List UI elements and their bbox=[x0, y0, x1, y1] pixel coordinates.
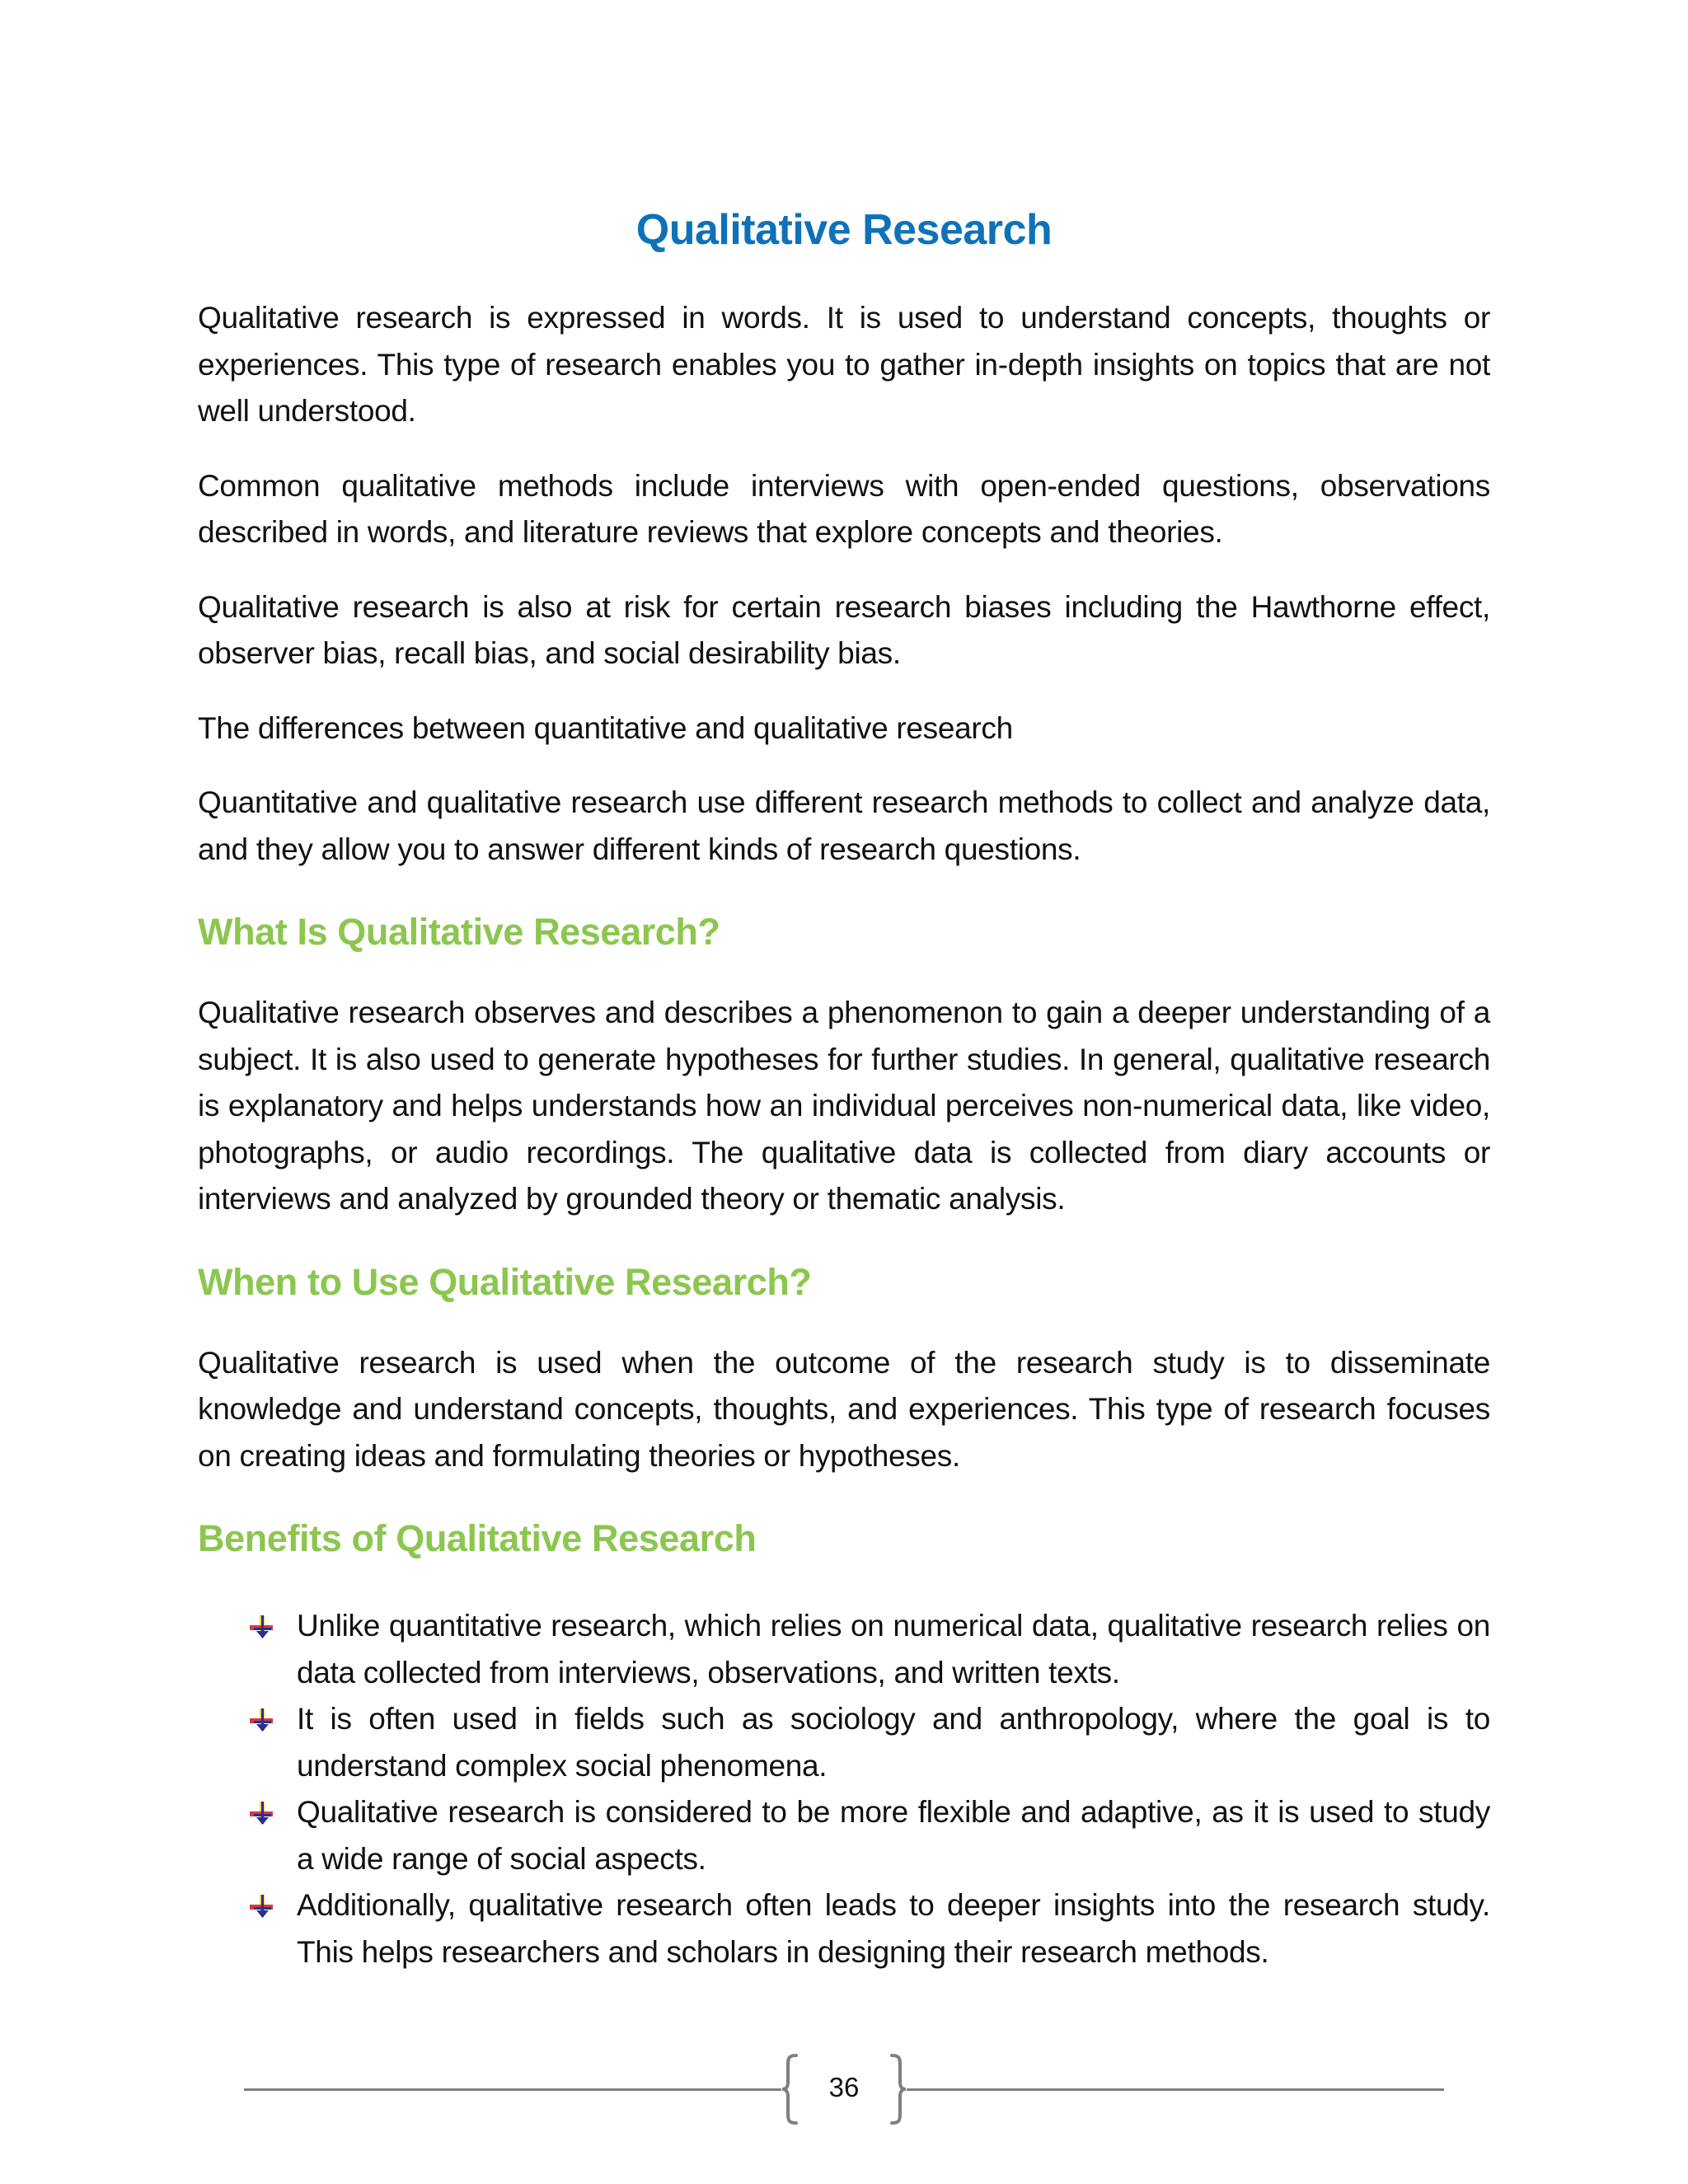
page-number: 36 bbox=[828, 2072, 860, 2102]
section-heading-when-to-use: When to Use Qualitative Research? bbox=[198, 1260, 812, 1303]
section-heading-what-is: What Is Qualitative Research? bbox=[198, 911, 720, 953]
bullet-arrow-icon bbox=[249, 1801, 274, 1825]
intro-paragraph: Common qualitative methods include interviews with open-ended questions, observations described in words, and literature reviews that explore concepts and theories. bbox=[198, 468, 1490, 549]
list-item-text: Unlike quantitative research, which relies on numerical data, qualitative research relies on data collected from interviews, observations, and written texts. bbox=[297, 1609, 1490, 1690]
intro-paragraph: Qualitative research is also at risk for certain research biases including the Hawthorne effect, observer bias, recall bias, and social desirability bias. bbox=[198, 589, 1490, 670]
bullet-arrow-icon bbox=[249, 1615, 274, 1639]
benefits-list bbox=[198, 1603, 1490, 1975]
list-item bbox=[198, 1789, 1490, 1882]
page-content bbox=[198, 198, 1490, 1975]
list-item bbox=[198, 1882, 1490, 1975]
list-item bbox=[198, 1696, 1490, 1789]
list-item bbox=[198, 1603, 1490, 1696]
bullet-arrow-icon bbox=[249, 1708, 274, 1732]
intro-paragraph: The differences between quantitative and qualitative research bbox=[198, 710, 1013, 745]
right-brace-icon bbox=[889, 2052, 908, 2126]
intro-paragraph: Qualitative research is expressed in words. It is used to understand concepts, thoughts or experiences. This type of research enables you to gather in-depth insights on topics that are not well understood. bbox=[198, 301, 1490, 428]
bullet-arrow-icon bbox=[249, 1894, 274, 1919]
list-item-text: Additionally, qualitative research often leads to deeper insights into the research study. This helps researchers and scholars in designing their research methods. bbox=[297, 1888, 1490, 1969]
section-paragraph-what-is: Qualitative research observes and describes a phenomenon to gain a deeper understanding of a subject. It is also used to generate hypotheses for further studies. In general, qualitative research is explanatory and helps understands how an individual perceives non-numerical data, like video, photographs, or audio recordings. The qualitative data is collected from diary accounts or interviews and analyzed by grounded theory or thematic analysis. bbox=[198, 996, 1490, 1216]
left-brace-icon bbox=[780, 2052, 799, 2126]
list-item-text: Qualitative research is considered to be more flexible and adaptive, as it is used to study a wide range of social aspects. bbox=[297, 1795, 1490, 1876]
section-heading-benefits: Benefits of Qualitative Research bbox=[198, 1517, 757, 1559]
footer-rule-right bbox=[907, 2088, 1444, 2091]
intro-paragraph: Quantitative and qualitative research use different research methods to collect and analyze data, and they allow you to answer different kinds of research questions. bbox=[198, 785, 1490, 866]
section-paragraph-when-to-use: Qualitative research is used when the outcome of the research study is to disseminate knowledge and understand concepts, thoughts, and experiences. This type of research focuses on creating ideas and formulating theories or hypotheses. bbox=[198, 1345, 1490, 1473]
list-item-text: It is often used in fields such as sociology and anthropology, where the goal is to understand complex social phenomena. bbox=[297, 1702, 1490, 1783]
footer-rule-left bbox=[244, 2088, 781, 2091]
page-title: Qualitative Research bbox=[635, 206, 1053, 254]
page-footer bbox=[244, 2052, 1444, 2126]
